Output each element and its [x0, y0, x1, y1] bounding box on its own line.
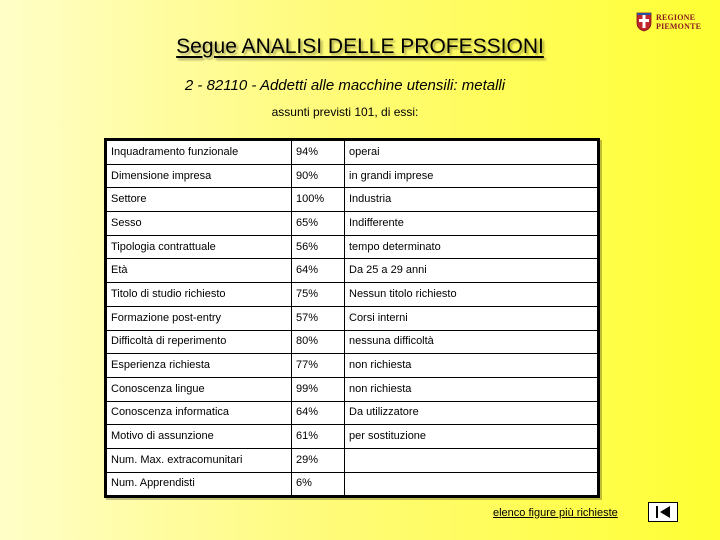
row-label: Dimensione impresa	[107, 164, 292, 188]
row-label: Sesso	[107, 212, 292, 236]
row-value: in grandi imprese	[345, 164, 598, 188]
row-label: Num. Max. extracomunitari	[107, 448, 292, 472]
table-row	[107, 259, 598, 283]
table-row	[107, 212, 598, 236]
row-value	[345, 448, 598, 472]
row-value: Indifferente	[345, 212, 598, 236]
logo-line2: PIEMONTE	[656, 22, 702, 31]
row-value: Da 25 a 29 anni	[345, 259, 598, 283]
row-value: tempo determinato	[345, 235, 598, 259]
row-value: Da utilizzatore	[345, 401, 598, 425]
row-label: Difficoltà di reperimento	[107, 330, 292, 354]
table-row	[107, 425, 598, 449]
row-label: Settore	[107, 188, 292, 212]
row-percentage: 56%	[292, 235, 345, 259]
table-row	[107, 472, 598, 496]
row-percentage: 61%	[292, 425, 345, 449]
row-percentage: 65%	[292, 212, 345, 236]
table-row	[107, 448, 598, 472]
row-percentage: 64%	[292, 259, 345, 283]
row-label: Formazione post-entry	[107, 306, 292, 330]
table-row	[107, 377, 598, 401]
row-percentage: 64%	[292, 401, 345, 425]
logo-line1: REGIONE	[656, 13, 696, 22]
table-row	[107, 306, 598, 330]
row-value: per sostituzione	[345, 425, 598, 449]
row-value: nessuna difficoltà	[345, 330, 598, 354]
row-percentage: 80%	[292, 330, 345, 354]
most-requested-figures-link[interactable]: elenco figure più richieste	[493, 507, 618, 519]
skip-back-icon	[654, 505, 672, 519]
row-value	[345, 472, 598, 496]
row-percentage: 90%	[292, 164, 345, 188]
row-label: Conoscenza lingue	[107, 377, 292, 401]
row-value: non richiesta	[345, 354, 598, 378]
row-label: Inquadramento funzionale	[107, 141, 292, 165]
regione-piemonte-logo	[636, 11, 704, 33]
row-value: non richiesta	[345, 377, 598, 401]
row-label: Titolo di studio richiesto	[107, 283, 292, 307]
table-row	[107, 283, 598, 307]
row-percentage: 77%	[292, 354, 345, 378]
row-label: Num. Apprendisti	[107, 472, 292, 496]
row-label: Età	[107, 259, 292, 283]
row-value: Industria	[345, 188, 598, 212]
row-value: operai	[345, 141, 598, 165]
page-title: Segue ANALISI DELLE PROFESSIONI	[176, 35, 544, 58]
row-value: Corsi interni	[345, 306, 598, 330]
hires-summary: assunti previsti 101, di essi:	[271, 105, 419, 119]
row-percentage: 99%	[292, 377, 345, 401]
row-percentage: 6%	[292, 472, 345, 496]
table-row	[107, 401, 598, 425]
table-row	[107, 354, 598, 378]
row-percentage: 75%	[292, 283, 345, 307]
row-percentage: 57%	[292, 306, 345, 330]
regione-piemonte-crest-icon	[636, 12, 652, 32]
table-row	[107, 141, 598, 165]
row-label: Esperienza richiesta	[107, 354, 292, 378]
row-label: Conoscenza informatica	[107, 401, 292, 425]
back-navigation-button[interactable]	[648, 502, 678, 522]
table-row	[107, 235, 598, 259]
table-row	[107, 188, 598, 212]
row-percentage: 94%	[292, 141, 345, 165]
row-percentage: 29%	[292, 448, 345, 472]
row-percentage: 100%	[292, 188, 345, 212]
row-label: Motivo di assunzione	[107, 425, 292, 449]
row-value: Nessun titolo richiesto	[345, 283, 598, 307]
analysis-table	[104, 138, 600, 498]
profession-subtitle: 2 - 82110 - Addetti alle macchine utensili: metalli	[184, 77, 506, 94]
table-row	[107, 330, 598, 354]
table-row	[107, 164, 598, 188]
row-label: Tipologia contrattuale	[107, 235, 292, 259]
